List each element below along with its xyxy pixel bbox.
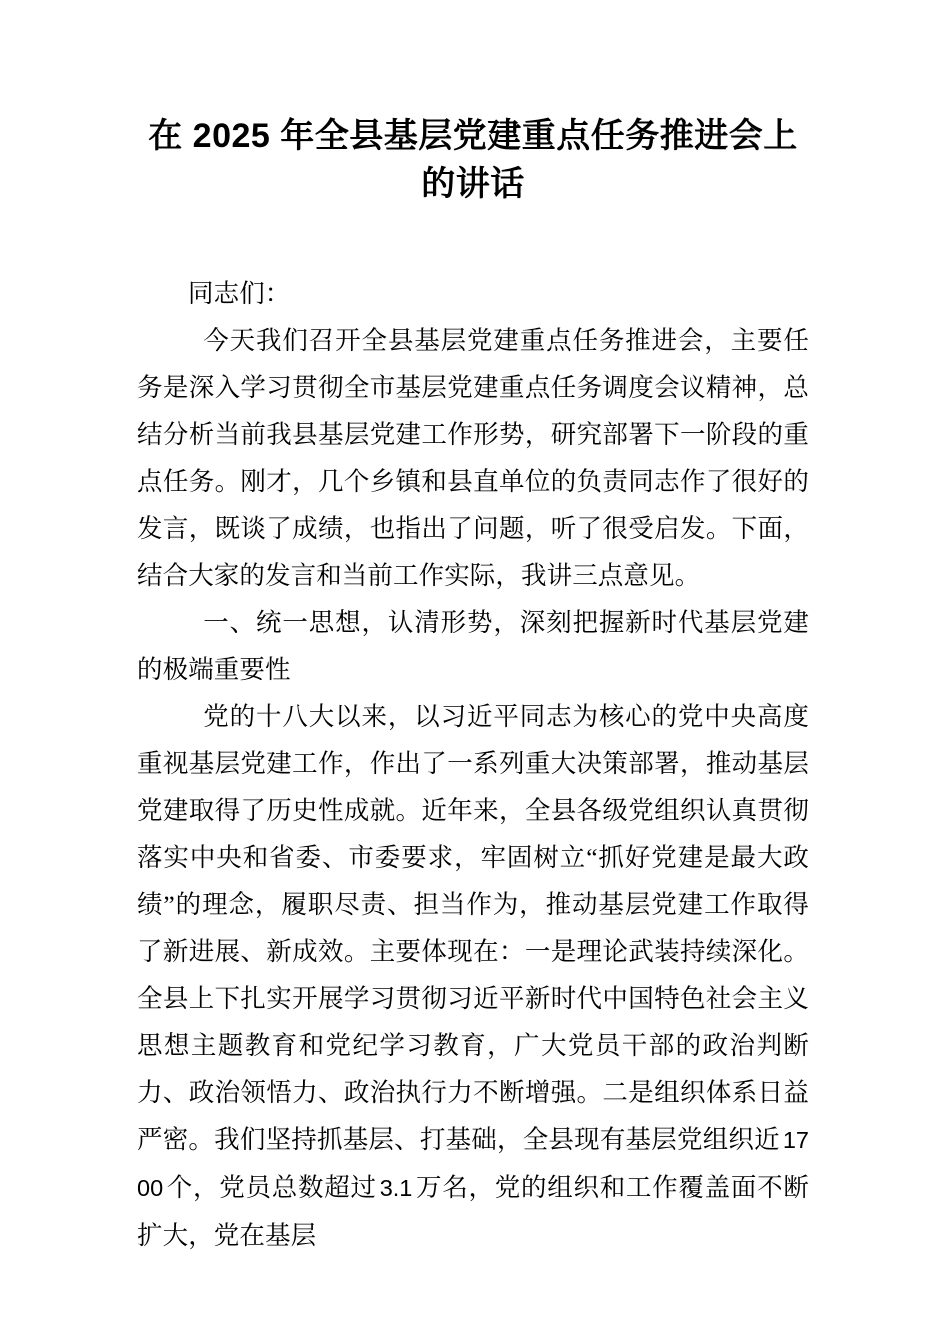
member-count-value: 3.1 xyxy=(379,1175,413,1201)
section-body-part-3: 万名，党的组织和工作覆盖面不断扩大，党在基层 xyxy=(137,1173,809,1250)
org-count-value: 1700 xyxy=(137,1127,809,1201)
paragraph-opening: 今天我们召开全县基层党建重点任务推进会，主要任务是深入学习贯彻全市基层党建重点任务调度会议精神，总结分析当前我县基层党建工作形势，研究部署下一阶段的重点任务。刚才，几个乡镇和县直单位的负责同志作了很好的发言，既谈了成绩，也指出了问题，听了很受启发。下面，结合大家的发言和当前工作实际，我讲三点意见。 xyxy=(137,326,809,590)
paragraph-section-1-body xyxy=(137,693,809,1259)
salutation: 同志们： xyxy=(188,279,291,308)
section-heading-1: 一、统一思想，认清形势，深刻把握新时代基层党建的极端重要性 xyxy=(137,608,809,684)
section-body-part-1: 党的十八大以来，以习近平同志为核心的党中央高度重视基层党建工作，作出了一系列重大决策部署，推动基层党建取得了历史性成就。近年来，全县各级党组织认真贯彻落实中央和省委、市委要求，牢固树立“抓好党建是最大政绩”的理念，履职尽责、担当作为，推动基层党建工作取得了新进展、新成效。主要体现在：一是理论武装持续深化。全县上下扎实开展学习贯彻习近平新时代中国特色社会主义思想主题教育和党纪学习教育，广大党员干部的政治判断力、政治领悟力、政治执行力不断增强。二是组织体系日益严密。我们坚持抓基层、打基础，全县现有基层党组织近 xyxy=(137,702,809,1154)
page-title-text: 在 2025 年全县基层党建重点任务推进会上的讲话 xyxy=(148,117,798,203)
page-title xyxy=(137,0,809,208)
document-content xyxy=(137,0,809,1259)
section-body-part-2: 个，党员总数超过 xyxy=(166,1173,377,1202)
document-body xyxy=(137,270,809,1259)
